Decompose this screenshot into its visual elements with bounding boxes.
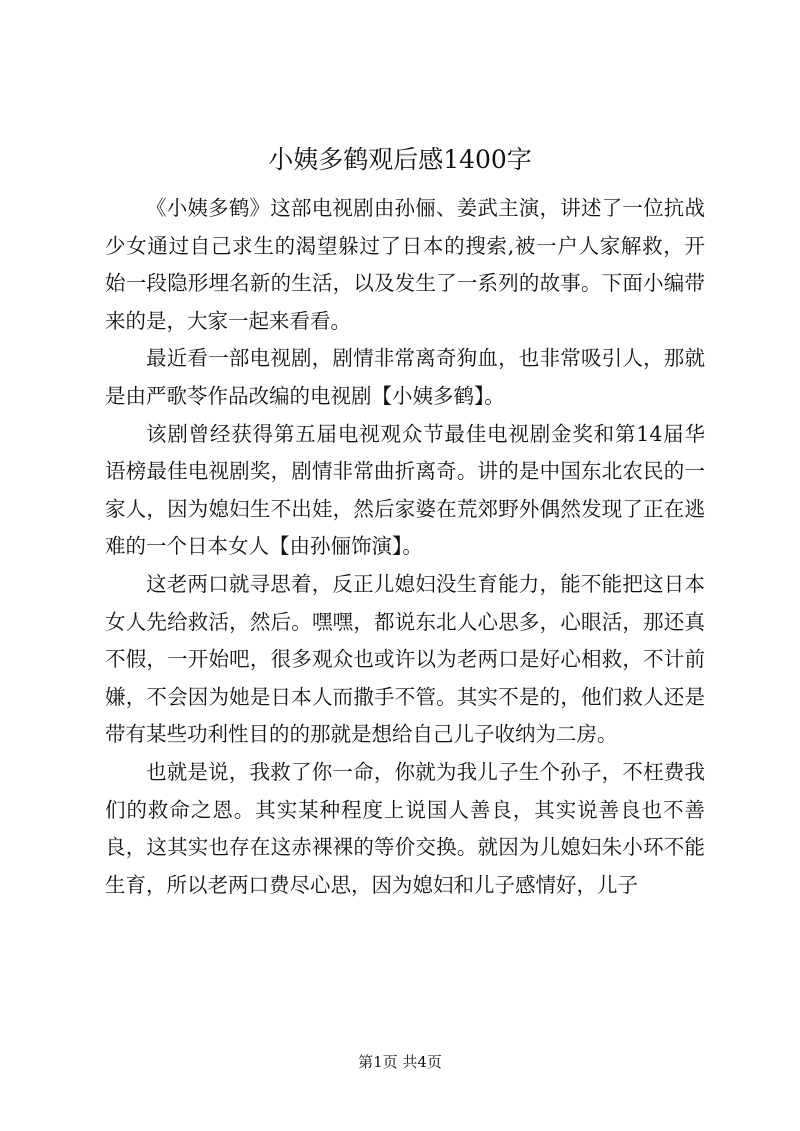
- paragraph: 该剧曾经获得第五届电视观众节最佳电视剧金奖和第14届华语榜最佳电视剧奖，剧情非常曲折离奇。讲的是中国东北农民的一家人，因为媳妇生不出娃，然后家婆在荒郊野外偶然发现了正在逃难的一个日本女人【由孙俪饰演】。: [105, 421, 705, 559]
- document-body: [105, 190, 705, 904]
- paragraph: 也就是说，我救了你一命，你就为我儿子生个孙子，不枉费我们的救命之恩。其实某种程度上说国人善良，其实说善良也不善良，这其实也存在这赤裸裸的等价交换。就因为儿媳妇朱小环不能生育，所以老两口费尽心思，因为媳妇和儿子感情好，儿子: [105, 759, 705, 897]
- paragraph: 最近看一部电视剧，剧情非常离奇狗血，也非常吸引人，那就是由严歌苓作品改编的电视剧【小姨多鹤】。: [105, 346, 705, 408]
- paragraph: 《小姨多鹤》这部电视剧由孙俪、姜武主演，讲述了一位抗战少女通过自己求生的渴望躲过了日本的搜索,被一户人家解救，开始一段隐形埋名新的生活，以及发生了一系列的故事。下面小编带来的是，大家一起来看看。: [105, 196, 705, 333]
- page-footer: 第1页 共4页: [358, 1053, 442, 1071]
- document-title: 小姨多鹤观后感1400字: [268, 145, 532, 174]
- paragraph: 这老两口就寻思着，反正儿媳妇没生育能力，能不能把这日本女人先给救活，然后。嘿嘿，都说东北人心思多，心眼活，那还真不假，一开始吧，很多观众也或许以为老两口是好心相救，不计前嫌，不会因为她是日本人而撒手不管。其实不是的，他们救人还是带有某些功利性目的的那就是想给自己儿子收纳为二房。: [105, 571, 705, 747]
